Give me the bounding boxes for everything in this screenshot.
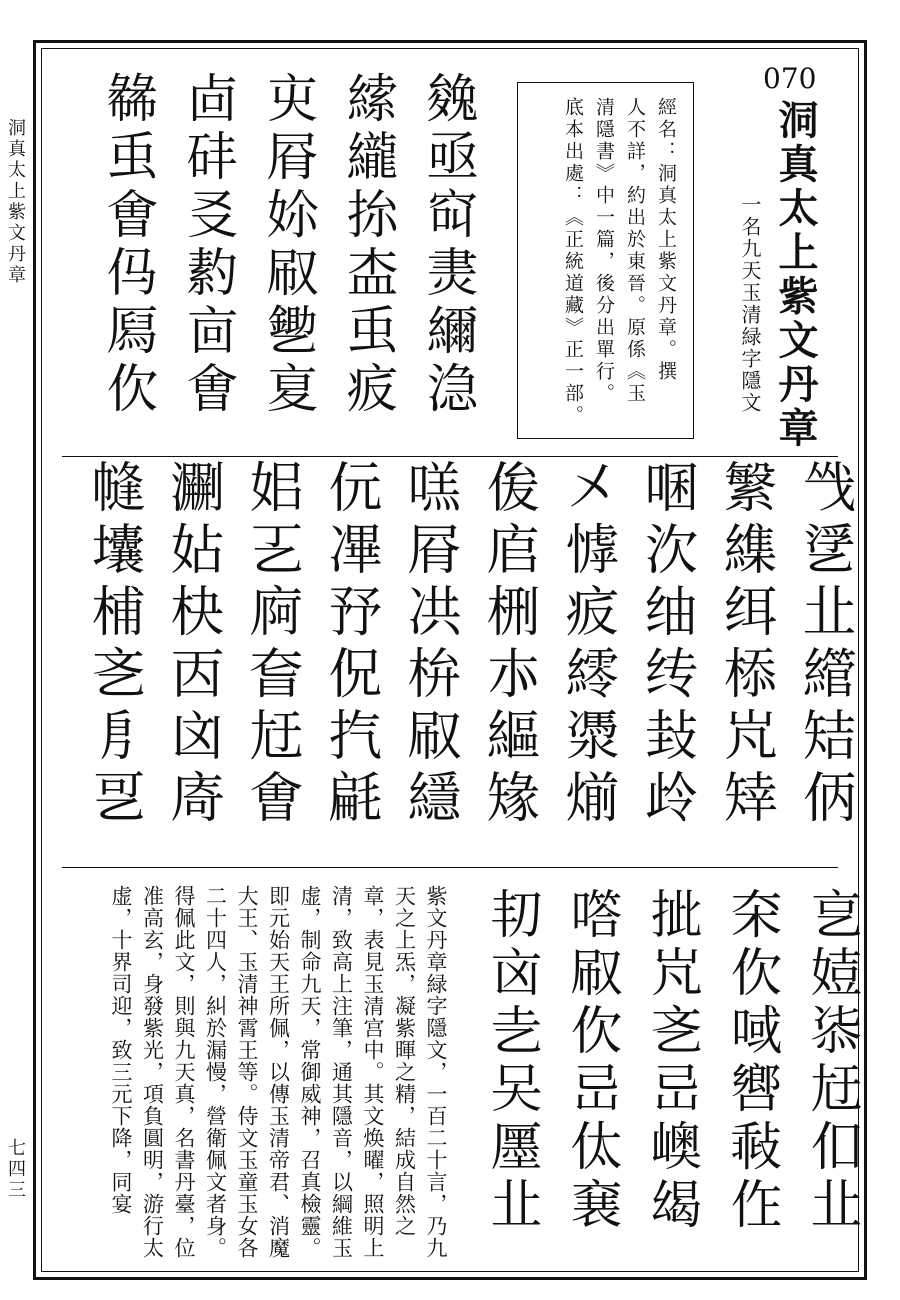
inner-frame <box>41 48 859 1272</box>
divider-line <box>62 867 838 868</box>
divider-line <box>62 456 838 457</box>
seal-column: 㖥㳄䌷䌸㪈㱓 <box>636 459 699 831</box>
seal-column: 㔽䂜㕛䋤㐭㑹 <box>177 71 237 419</box>
explanation-text: 紫文丹章緑字隱文，一百二十言，乃九天之上炁，凝紫暉之精，結成自然之章，表見玉清宫中。其文焕曜，照明上清，致高上注筆，通其隱音，以綱維玉虚，制命九天，常御威神，召真檢靈。即元始天王所佩，以傳玉清帝君、消魔大王、玉清神霄王等。侍文玉童玉女各二十四人，糾於漏慢，營衛佩文者身。得佩此文，則與九天真，名書丹臺，位准高玄，身發紫光，項負圓明，游行太虚，十界司迎，致三元下降，同宴 <box>109 885 448 1259</box>
seal-column: 㓞㐫㐋㕦㕓㐀 <box>481 887 541 1235</box>
note-line: 清隱書》中一篇，後分出單行。 <box>593 97 615 405</box>
seal-column: 㣈䖝㑹㐷㕐㐸 <box>97 71 157 419</box>
seal-column: 㐅㦆㽹䌢㵗㷙 <box>557 459 620 831</box>
main-title: 洞真太上紫文丹章 <box>772 99 818 451</box>
running-title: 洞真太上紫文丹章 <box>5 118 26 286</box>
page-number: 七四三 <box>5 1138 26 1201</box>
seal-column: 㡝㚂㭪㐎㐆㐓 <box>83 459 146 831</box>
note-line: 底本出處：《正統道藏》正一部。 <box>562 97 584 427</box>
seal-column: 䌓䌖䌺㮇㞩䂔 <box>715 459 778 831</box>
note-line: 人不詳，約出於東晉。原係《玉 <box>624 97 646 405</box>
seal-column: 㚓㐸㖪㗽㪓㑅 <box>721 887 781 1235</box>
note-line: 經名：洞真太上紫文丹章。撰 <box>655 97 677 383</box>
notes <box>557 97 681 427</box>
page-frame <box>33 40 867 1280</box>
seal-column: 㦰㐢㐀䌣䂒㑂 <box>794 459 857 831</box>
seal-column: 㧗㞩㐎㞯㠗㡫 <box>641 887 701 1235</box>
seal-column: 㗳㕞㐸㞯㑀㐮 <box>561 887 621 1235</box>
seal-column: 㑓㢂㭢㝳䌔䂕 <box>478 459 541 831</box>
seal-column: 㗝㞕㓋㭓㕞䌥 <box>399 459 462 831</box>
seal-column: 㶜㚲㭈㐁㓙㢊 <box>162 459 225 831</box>
seal-column: 㕙亟䆗㶳䌤㴔 <box>417 71 477 419</box>
alt-title: 一名九天玉清緑字隱文 <box>738 194 762 414</box>
seal-column: 㐪㞕㚷㕞㐥㚆 <box>257 71 317 419</box>
seal-column: 㐔㛸㓒㝼㐰㐀 <box>801 887 861 1235</box>
notes-box <box>517 82 694 439</box>
seal-column: 㚶㐉㢌㚛㝼㑹 <box>241 459 304 831</box>
seal-column: 㐾㓖㐨㑆㧉㲢 <box>320 459 383 831</box>
entry-number: 070 <box>763 62 817 95</box>
seal-column: 䌇䌬㧠㭗䖝㽹 <box>337 71 397 419</box>
